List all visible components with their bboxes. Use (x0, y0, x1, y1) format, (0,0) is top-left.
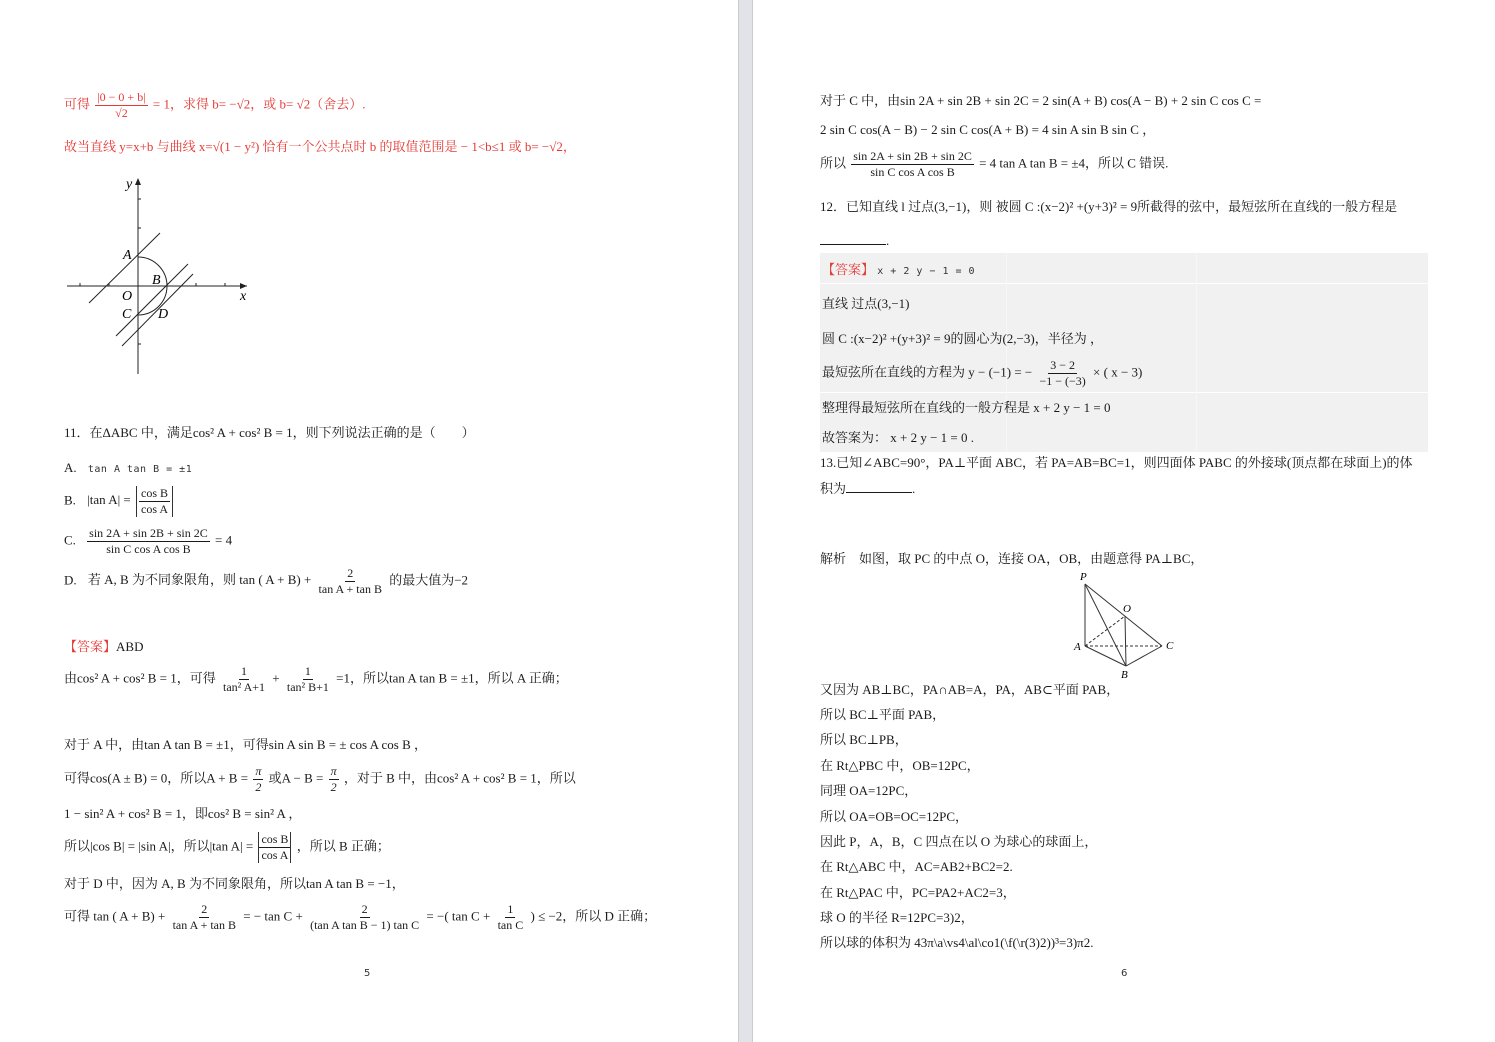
q12-solution-line: 故答案为： x + 2 y − 1 = 0 . (822, 430, 974, 445)
fraction (87, 526, 210, 557)
q13-step: 同理 OA=12PC， (820, 783, 918, 798)
fraction (221, 664, 267, 695)
fraction-denominator: √2 (115, 106, 128, 120)
answer-tag: 【答案】 (64, 639, 117, 654)
svg-text:D: D (158, 307, 169, 322)
fraction (851, 149, 974, 180)
svg-text:x: x (240, 289, 247, 304)
prev-solution-line-2: 故当直线 y=x+b 与曲线 x=√(1 − y²) 恰有一个公共点时 b 的取值范围是 − 1<b≤1 或 b= −√2， (64, 139, 576, 154)
divider (820, 283, 1428, 284)
option-text: tan A tan B = ±1 (87, 464, 193, 475)
c-analysis-line (820, 149, 1168, 180)
text: ，对于 B 中，由cos² A + cos² B = 1，所以 (343, 770, 576, 786)
page-number: 6 (1121, 968, 1128, 979)
svg-text:A: A (1074, 641, 1081, 653)
text: = −( tan C + (426, 908, 491, 924)
svg-text:A: A (123, 248, 132, 263)
svg-text:y: y (126, 177, 133, 192)
fraction-numerator: 1 (241, 664, 248, 678)
fraction-denominator: tan² A+1 (223, 680, 266, 694)
q11-option-a (64, 459, 192, 479)
fraction (285, 664, 331, 695)
solution-line: 对于 A 中，由tan A tan B = ±1，可得sin A sin B = ± cos A cos B ， (64, 737, 427, 752)
text: 最短弦所在直线的方程为 y − (−1) = − (822, 364, 1033, 380)
fraction-numerator: 2 (361, 902, 368, 916)
q13-step: 所以球的体积为 43π\a\vs4\al\co1(\f(\r(3)2))³=3)π2. (820, 935, 1094, 950)
fraction (171, 902, 238, 933)
fraction-denominator: cos A (261, 848, 289, 862)
fraction (258, 832, 291, 863)
text: ，所以 B 正确； (296, 838, 390, 854)
text: + (272, 670, 280, 686)
fraction-denominator: sin C cos A cos B (870, 165, 955, 179)
svg-text:C: C (122, 307, 132, 322)
text: 积为 (820, 481, 847, 496)
q13-step: 在 Rt△ABC 中，AC=AB2+BC2=2. (820, 859, 1013, 874)
page-number: 5 (364, 968, 371, 979)
fraction-denominator: cos A (141, 502, 169, 516)
solution-line (64, 902, 656, 933)
fraction (329, 764, 339, 795)
q13-step: 在 Rt△PBC 中，OB=12PC， (820, 758, 980, 773)
option-label: B. (64, 492, 76, 508)
fraction-numerator: 3 − 2 (1050, 358, 1076, 372)
svg-text:O: O (122, 289, 133, 304)
fraction-denominator: tan A + tan B (172, 918, 237, 932)
fraction-numerator: π (330, 764, 337, 778)
answer-value: ABD (116, 639, 144, 654)
fraction-denominator: −1 − (−3) (1039, 374, 1086, 388)
q13-step: 所以 OA=OB=OC=12PC， (820, 809, 969, 824)
fraction-denominator: 2 (330, 780, 337, 794)
q12-stem: 12．已知直线 l 过点(3,−1)，则 被圆 C :(x−2)² +(y+3)² = 9所截得的弦中，最短弦所在直线的一般方程是 (820, 199, 1398, 214)
c-analysis-line: 对于 C 中，由sin 2A + sin 2B + sin 2C = 2 sin(A + B) cos(A − B) + 2 sin C cos C = (820, 93, 1262, 108)
divider (820, 392, 1428, 393)
answer-value: x + 2 y − 1 = 0 (877, 266, 976, 277)
text: . (912, 481, 916, 496)
q13-analysis-intro: 解析 如图，取 PC 的中点 O，连接 OA，OB，由题意得 PA⊥BC， (820, 551, 1204, 566)
option-text: 的最大值为−2 (389, 572, 469, 588)
q13-stem-line-2 (820, 480, 915, 498)
q12-solution-line: 整理得最短弦所在直线的一般方程是 x + 2 y − 1 = 0 (822, 400, 1111, 415)
prev-solution-line-1 (64, 90, 365, 121)
q11-option-b (64, 486, 175, 517)
answer-blank (846, 480, 912, 493)
text: 或A − B = (268, 770, 324, 786)
q13-step: 所以 BC⊥平面 PAB， (820, 707, 946, 722)
c-analysis-line: 2 sin C cos(A − B) − 2 sin C cos(A + B) = 4 sin A sin B sin C ， (820, 122, 1156, 137)
fraction-numerator: cos B (261, 832, 289, 846)
text: 可得 tan ( A + B) + (64, 908, 166, 924)
fraction-denominator: tan C (497, 918, 524, 932)
solution-line (64, 832, 390, 863)
q12-answer (822, 261, 975, 281)
svg-text:C: C (1166, 640, 1174, 652)
q12-blank (820, 232, 889, 250)
text: = − tan C + (243, 908, 303, 924)
text: ) ≤ −2，所以 D 正确； (530, 908, 657, 924)
divider (1196, 253, 1197, 452)
q13-stem-line-1: 13.已知∠ABC=90°，PA⊥平面 ABC，若 PA=AB=BC=1，则四面体 PABC 的外接球(顶点都在球面上)的体 (820, 455, 1413, 470)
fraction (496, 902, 526, 933)
fraction (136, 486, 173, 517)
divider (1006, 253, 1007, 452)
fraction-denominator: sin C cos A cos B (106, 542, 191, 556)
fraction-numerator: sin 2A + sin 2B + sin 2C (89, 526, 208, 540)
q13-step: 在 Rt△PAC 中，PC=PA2+AC2=3， (820, 885, 1016, 900)
fraction-numerator: π (255, 764, 262, 778)
fraction (308, 902, 421, 933)
q13-step: 所以 BC⊥PB， (820, 732, 908, 747)
q12-solution-line: 直线 过点(3,−1) (822, 296, 910, 311)
text: 所以 (820, 155, 847, 171)
q13-step: 又因为 AB⊥BC，PA∩AB=A，PA，AB⊂平面 PAB， (820, 682, 1120, 697)
fraction-numerator: 1 (304, 664, 311, 678)
q12-answer-box (820, 253, 1428, 452)
coordinate-figure (62, 172, 258, 378)
text: 所以|cos B| = |sin A|，所以|tan A| = (64, 838, 254, 854)
fraction (95, 90, 147, 121)
fraction-numerator: cos B (141, 486, 169, 500)
q11-answer (64, 638, 143, 656)
solution-line: 1 − sin² A + cos² B = 1，即cos² B = sin² A ， (64, 806, 302, 821)
q13-step: 因此 P，A，B，C 四点在以 O 为球心的球面上， (820, 834, 1098, 849)
fraction-numerator: 2 (201, 902, 208, 916)
text: =1，所以tan A tan B = ±1，所以 A 正确； (336, 670, 568, 686)
option-text: |tan A| = (87, 492, 131, 508)
tetrahedron-figure (1070, 570, 1180, 680)
option-text: = 4 (214, 532, 233, 548)
svg-text:B: B (152, 273, 161, 288)
fraction-numerator: sin 2A + sin 2B + sin 2C (853, 149, 972, 163)
solution-line: 对于 D 中，因为 A, B 为不同象限角，所以tan A tan B = −1， (64, 876, 405, 891)
fraction-denominator: 2 (255, 780, 262, 794)
page-gutter (738, 0, 753, 1042)
option-text: 若 A, B 为不同象限角，则 tan ( A + B) + (87, 572, 312, 588)
text: 可得 (64, 96, 91, 112)
text: = 4 tan A tan B = ±4，所以 C 错误. (979, 155, 1169, 171)
text: 可得cos(A ± B) = 0，所以A + B = (64, 770, 249, 786)
svg-text:P: P (1080, 571, 1087, 583)
text: . (886, 233, 890, 248)
svg-text:B: B (1121, 669, 1128, 680)
fraction-denominator: tan² B+1 (286, 680, 329, 694)
fraction-denominator: (tan A tan B − 1) tan C (310, 918, 420, 932)
fraction (1038, 358, 1088, 389)
fraction-numerator: |0 − 0 + b| (97, 90, 146, 104)
fraction-numerator: 2 (347, 566, 354, 580)
svg-text:O: O (1123, 603, 1131, 615)
q12-solution-line: 圆 C :(x−2)² +(y+3)² = 9的圆心为(2,−3)，半径为 ， (822, 331, 1103, 346)
text: 由cos² A + cos² B = 1，可得 (64, 670, 216, 686)
q12-solution-line (822, 358, 1142, 389)
option-label: C. (64, 532, 76, 548)
solution-line (64, 764, 576, 795)
text: × ( x − 3) (1093, 364, 1143, 380)
option-label: A. (64, 460, 77, 475)
answer-tag: 【答案】 (822, 262, 875, 277)
fraction (317, 566, 384, 597)
answer-blank (820, 232, 886, 245)
fraction (253, 764, 263, 795)
text: = 1，求得 b= −√2，或 b= √2（舍去）. (152, 96, 366, 112)
fraction-numerator: 1 (507, 902, 514, 916)
q13-step: 球 O 的半径 R=12PC=3)2， (820, 910, 974, 925)
q11-stem: 11．在ΔABC 中，满足cos² A + cos² B = 1，则下列说法正确的是（ ） (64, 425, 475, 440)
q11-option-c (64, 526, 232, 557)
solution-line (64, 664, 568, 695)
q11-option-d (64, 566, 468, 597)
option-label: D. (64, 572, 77, 588)
fraction-denominator: tan A + tan B (318, 582, 382, 596)
